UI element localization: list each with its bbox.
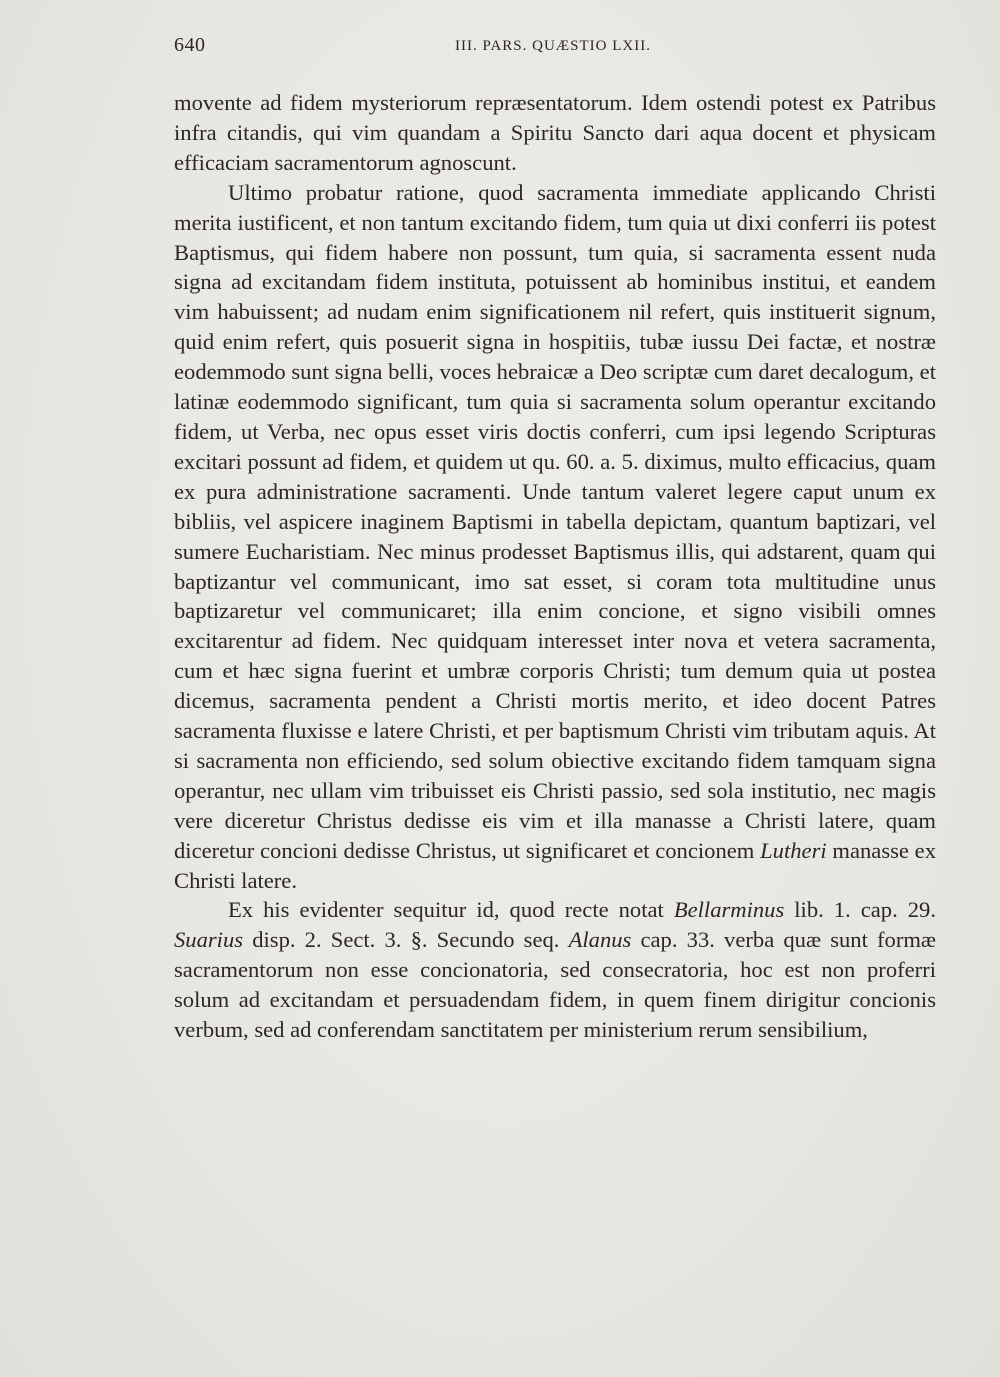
- text-segment: Ultimo probatur ratione, quod sacramenta immediate applicando Christi merita iustificent, et non tantum excitando fidem, tum quia ut dixi conferri iis potest Baptismus, qui fidem habere non possunt, tum quia, si sacramenta essent nuda signa ad excitandam fidem instituta, potuissent ab hominibus institui, et eandem vim habuissent; ad nudam enim significationem nil refert, quis instituerit signum, quid enim refert, quis posuerit signa in hospitiis, tubæ iussu Dei factæ, et nostræ eodemmodo sunt signa belli, voces hebraicæ a Deo scriptæ cum daret decalogum, et latinæ eodemmodo significant, tum quia si sacramenta solum operantur excitando fidem, ut Verba, nec opus esset viris doctis conferri, cum ipsi legendo Scripturas excitari possunt ad fidem, et quidem ut qu. 60. a. 5. diximus, multo efficacius, quam ex pura administratione sacramenti. Unde tantum valeret legere caput unum ex bibliis, vel aspicere inaginem Baptismi in tabella depictam, quantum baptizari, vel sumere Eucharistiam. Nec minus prodesset Baptismus illis, qui adstarent, quam qui baptizantur vel communicant, imo sat esset, si coram tota multitudine unus baptizaretur vel communicaret; illa enim concione, et signo visibili omnes excitarentur ad fidem. Nec quidquam interesset inter nova et vetera sacramenta, cum et hæc signa fuerint et umbræ corporis Christi; tum demum quia ut postea dicemus, sacramenta pendent a Christi mortis merito, et ideo docent Patres sacramenta fluxisse e latere Christi, et per baptismum Christi vim tributam aquis. At si sacramenta non efficiendo, sed solum obiective excitando fidem tamquam signa operantur, nec ullam vim tribuisset eis Christi passio, sed sola institutio, nec magis vere diceretur Christus dedisse eis vim et illa manasse a Christi latere, quam diceretur concioni dedisse Christus, ut significaret et concionem: [174, 179, 936, 863]
- text-segment: cap. 33. verba quæ sunt formæ sacramentorum non esse concionatoria, sed consecratoria, hoc est non proferri solum ad excitandam et persuadendam fidem, in quem finem dirigitur concionis verbum, sed ad conferendam sanctitatem per ministerium rerum sensibilium,: [174, 927, 937, 1043]
- text-segment: movente ad fidem mysteriorum repræsentatorum. Idem ostendi potest ex Patribus infra citandis, qui vim quandam a Spiritu Sancto dari aqua docent et physicam efficaciam sacramentorum agnoscunt.: [174, 90, 936, 175]
- text-segment: disp. 2. Sect. 3. §. Secundo seq.: [243, 927, 569, 953]
- italic-name-lutheri: Lutheri: [760, 837, 827, 863]
- text-segment: lib. 1. cap. 29.: [784, 897, 936, 923]
- page-number: 640: [174, 34, 206, 56]
- paragraph-3: [174, 895, 936, 1045]
- paragraph-2: [174, 178, 936, 896]
- running-head: III. PARS. QUÆSTIO LXII.: [455, 38, 651, 54]
- text-segment: manasse ex Christi latere.: [174, 837, 936, 893]
- text-segment: Ex his evidenter sequitur id, quod recte notat: [228, 897, 674, 923]
- italic-name-alanus: Alanus: [568, 927, 632, 953]
- italic-name-suarius: Suarius: [174, 927, 244, 953]
- paragraph-1: [174, 88, 936, 178]
- italic-name-bellarminus: Bellarminus: [673, 897, 785, 923]
- body-text: [174, 88, 936, 1045]
